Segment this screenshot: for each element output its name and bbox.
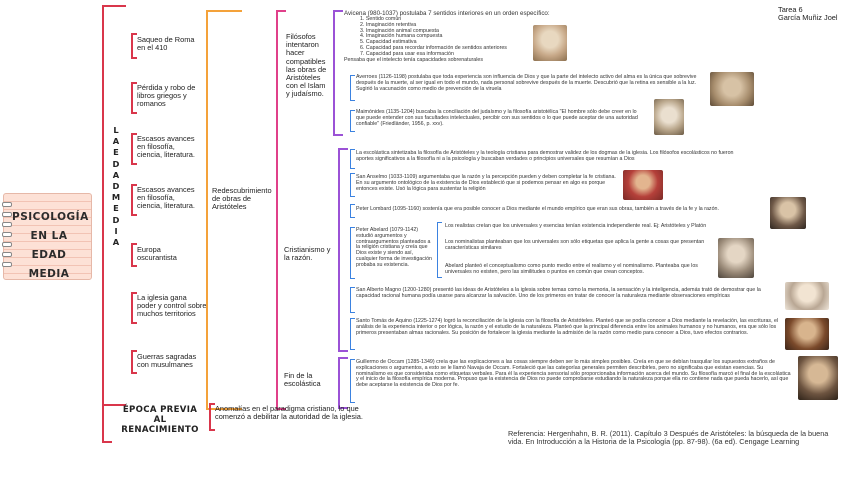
main-title	[12, 208, 89, 284]
assignment-label: Tarea 6	[778, 5, 803, 14]
nominalistas-text: Los nominalistas planteaban que los universales son sólo etiquetas que aplica la gente a cosas que presentan características similares	[445, 239, 705, 251]
escolastica-text: La escolástica sintetizaba la filosofía de Aristóteles y la teología cristiana para demostrar validez de los dogmas de la iglesia. Los filósofos escolásticos no fueron aportes significativos a la filosofía ni a la psicología y buscaban verdades o principios universales que resumían a Dios	[356, 150, 734, 162]
title-line-2: EN LA EDAD	[30, 230, 68, 261]
title-card	[3, 193, 92, 280]
vertical-letter: D	[112, 158, 120, 169]
epoch-text: Anomalías en el paradigma cristiano, lo que comenzó a debilitar la autoridad de la iglesia.	[215, 404, 363, 422]
aquino-portrait	[785, 318, 829, 350]
vertical-letter: A	[112, 237, 120, 248]
averroes-text: Averroes (1126-1198) postulaba que toda experiencia son influencia de Dios y que la parte del intelecto activo del alma es la única que sobrevive después de la muerte, al ser igual en todo el mundo, nada personal sobrevive después de la muerte. Descubrió que la retina es sensible a la luz. Sugirió la vacunación como medio de prevención de la viruela	[356, 74, 697, 92]
blue-bracket	[437, 222, 442, 278]
list-item: 6. Capacidad para recordar información de sentidos anteriores	[360, 44, 507, 51]
avicena-intro: Avicena (980-1037) postulaba 7 sentidos interiores en un orden específico:	[344, 10, 550, 17]
left-item-iglesia: La iglesia gana poder y control sobre muchos territorios	[137, 293, 207, 319]
avicena-list	[360, 17, 560, 58]
purple-brace-fin	[338, 357, 348, 409]
vertical-letter: E	[113, 147, 119, 158]
author-name: García Muñiz Joel	[778, 13, 838, 22]
list-item: 1. Sentido común	[360, 16, 402, 22]
lombard-portrait	[770, 197, 806, 229]
left-item-avances-1: Escasos avances en filosofía, ciencia, literatura.	[137, 134, 195, 160]
blue-bracket	[350, 204, 355, 218]
maimonides-text: Maimónides (1135-1204) buscaba la conciliación del judaísmo y la filosofía aristotélica "El hombre sólo debe creer en lo que puede entender con sus facultades intelectuales, percibir con sus sentidos o lo que puede aceptar de una autoridad confiable" (Friedländer, 1956, p. xxv).	[356, 109, 638, 127]
vertical-letter: L	[113, 125, 119, 135]
left-item-perdida: Pérdida y robo de libros griegos y romanos	[137, 83, 196, 109]
blue-bracket	[350, 75, 355, 101]
section-fin-label: Fin de la escolástica	[284, 371, 321, 389]
vertical-letter: A	[112, 136, 120, 147]
left-item-europa: Europa oscurantista	[137, 245, 177, 263]
anselmo-text: San Anselmo (1033-1109) argumentaba que la razón y la percepción pueden y deben completar la fe cristiana. En su argumento ontológico de la existencia de Dios estableció que si podemos pensar en algo es porque entonces existe. Usó la lógica para sustentar la religión	[356, 174, 616, 192]
lombard-text: Peter Lombard (1095-1160) sostenía que era posible conocer a Dios mediante el mundo empírico que eran sus obras, también a través de la fe y la razón.	[356, 206, 719, 212]
vertical-letter: E	[113, 203, 119, 214]
title-line-1: PSICOLOGÍA	[12, 211, 89, 223]
abelard-portrait	[718, 238, 754, 278]
blue-bracket	[350, 110, 355, 132]
magno-portrait	[785, 282, 829, 310]
vertical-letter: D	[112, 214, 120, 225]
vertical-letter: I	[114, 225, 118, 236]
blue-bracket	[350, 287, 355, 313]
middle-label: Redescubrimiento de obras de Aristóteles	[212, 186, 272, 212]
epoch-brace	[102, 401, 112, 443]
maimonides-portrait	[654, 99, 684, 135]
left-item-guerras: Guerras sagradas con musulmanes	[137, 352, 197, 370]
vertical-letter: A	[112, 169, 120, 180]
section-cristianismo-label: Cristianismo y la razón.	[284, 245, 331, 263]
title-line-3: MEDIA	[28, 268, 70, 280]
left-item-avances-2: Escasos avances en filosofía, ciencia, literatura.	[137, 185, 195, 211]
list-item: 4. Imaginación humana compuesta	[360, 33, 443, 40]
list-item: 5. Capacidad estimativa	[360, 39, 417, 46]
blue-bracket	[350, 227, 355, 279]
blue-bracket	[350, 149, 355, 169]
conceptualismo-text: Abelard planteó el conceptualismo como punto medio entre el realismo y el nominalismo. Planteaba que los universales no existen, pero las similitudes o puntos en común que crean conceptos.	[445, 263, 698, 275]
vertical-letter: D	[112, 181, 120, 192]
vertical-letter: M	[111, 192, 121, 203]
purple-brace-cristianismo	[338, 148, 348, 352]
magno-text: San Alberto Magno (1200-1280) presentó las ideas de Aristóteles a la iglesia sobre temas como la memoria, la sensación y la inteligencia, además trató de demostrar que la capacidad racional humana podía usarse para alcanzar la salvación. Uno de los primeros en tratar de conocer la naturaleza mediante observaciones empíricas	[356, 287, 761, 299]
blue-bracket	[350, 173, 355, 197]
pink-brace	[276, 10, 286, 410]
epoch-label: ÉPOCA PREVIA AL RENACIMIENTO	[121, 405, 199, 435]
vertical-label	[110, 125, 122, 248]
reference: Referencia: Hergenhahn, B. R. (2011). Capítulo 3 Después de Aristóteles: la búsqueda de la buena vida. En Introducción a la Historia de la Psicología (pp. 87-98). (6a ed). Cengage Learning	[508, 429, 829, 447]
aquino-text: Santo Tomás de Aquino (1225-1274) logró la reconciliación de la iglesia con la filosofía de Aristóteles. Planteó que se podía conocer a Dios mediante la revelación, las escrituras, el análisis de la experiencia interior o por lógica, la razón y el estudio de la naturaleza. Planteó que la principal diferencia entre los animales humanos y no humanos, era que sólo los primeros presentaban almas racionales. Su posición de fortalecer la iglesia mediante la admisión de la razón como medio para conocer a Dios, tuvo efectos contrarios.	[356, 318, 779, 336]
purple-brace-filosofos	[333, 10, 343, 136]
blue-bracket	[350, 318, 355, 350]
list-item: 3. Imaginación animal compuesta	[360, 27, 439, 34]
anselmo-portrait	[623, 170, 663, 200]
avicena-end: Pensaba que el intelecto tenía capacidades sobrenaturales	[344, 57, 483, 63]
list-item: 2. Imaginación retentiva	[360, 21, 417, 28]
avicena-portrait	[533, 25, 567, 61]
list-item: 7. Capacidad para usar esa información	[360, 50, 454, 57]
occam-text: Guillermo de Occam (1285-1349) creía que las explicaciones a las cosas siempre deben ser lo más simples posibles. Creía en que se debían trasquilar los supuestos extraños de explicaciones o argumentos, a esto se le llamó Navaja de Occam. Fortaleció que las categorías generales permiten describirles, pero no significaba que existan esencias. Su nominalismo es que consideraba como etiquetas verbales. Para él la experiencia sensorial sólo proporcionaba información acerca del mundo. Su filosofía marcó el final de la escolástica y el inicio de la filosofía empírica moderna. Propuso que la existencia de Dios no puede comprobarse estudiando la naturaleza porque ella no contiene nada que pueda hacerlo, así que debe aceptarse la existencia de Dios por fe.	[356, 359, 791, 389]
occam-portrait	[798, 356, 838, 400]
section-filosofos-label: Filósofos intentaron hacer compatibles las obras de Aristóteles con el Islam y judaísmo.	[286, 32, 327, 99]
blue-bracket	[350, 359, 355, 403]
realistas-text: Los realistas creían que los universales y esencias tenían existencia independiente real. Ej: Aristóteles y Platón	[445, 223, 707, 229]
averroes-portrait	[710, 72, 754, 106]
left-item-saqueo: Saqueo de Roma en el 410	[137, 35, 195, 53]
abelard-text: Peter Abelard (1079-1142) estudió argumentos y contraargumentos planteados a la religión cristiana y creía que Dios existe y siendo así, cualquier forma de investigación probaba su existencia.	[356, 227, 432, 268]
